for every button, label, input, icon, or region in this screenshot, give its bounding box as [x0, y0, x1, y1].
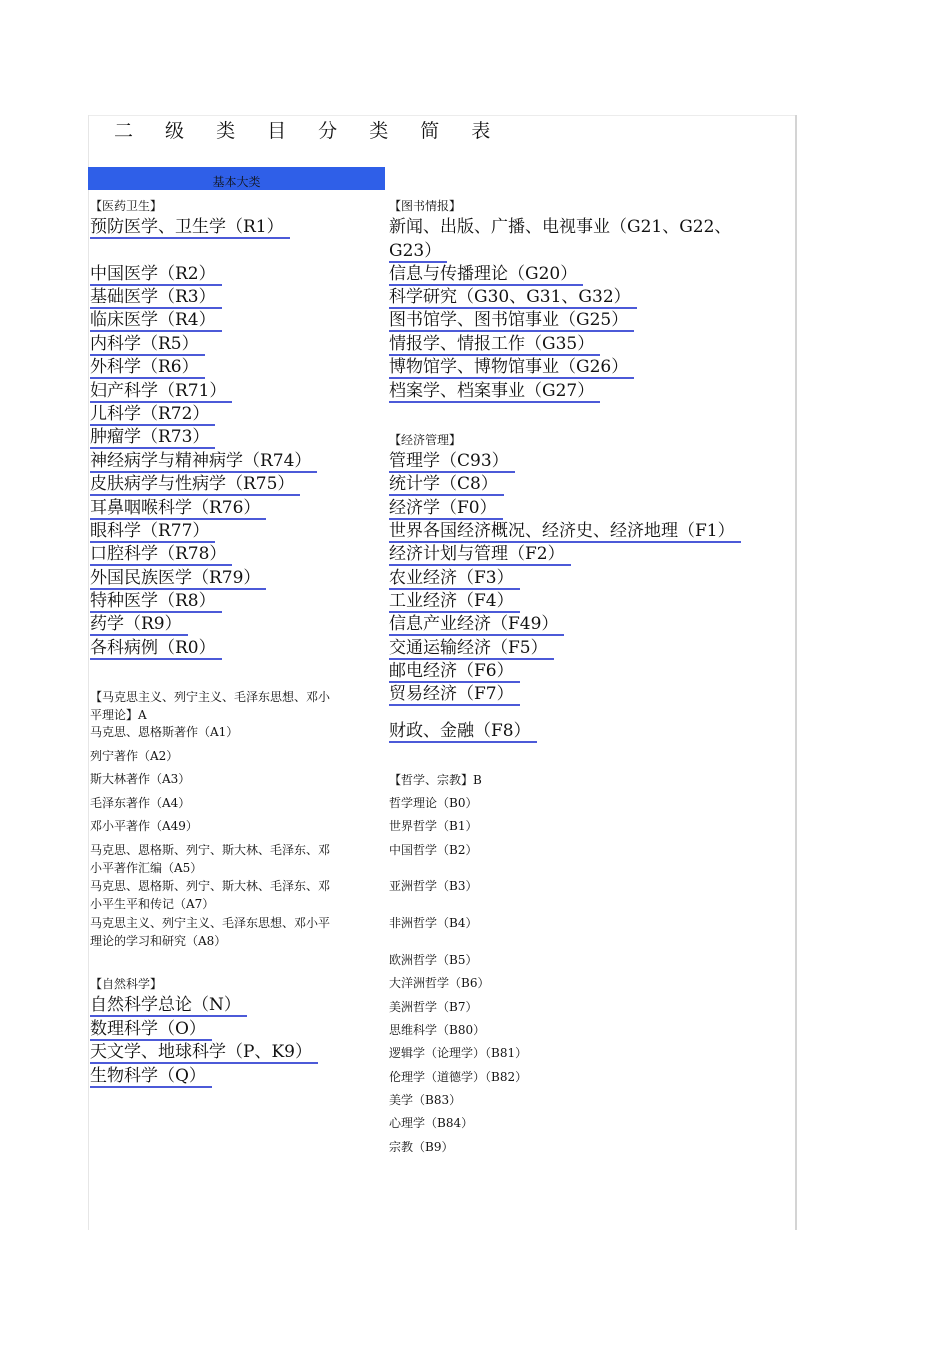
- library-link[interactable]: 信息与传播理论（G20）: [389, 264, 583, 286]
- library-link-news-publishing[interactable]: 新闻、出版、广播、电视事业（G21、G22、: [389, 217, 732, 237]
- medicine-link[interactable]: 眼科学（R77）: [90, 521, 215, 543]
- marxism-long-item-cont: 小平著作汇编（A5）: [90, 861, 203, 875]
- library-heading: 【图书情报】: [389, 199, 462, 213]
- library-link[interactable]: 博物馆学、博物馆事业（G26）: [389, 357, 634, 379]
- economics-link[interactable]: 农业经济（F3）: [389, 568, 520, 590]
- natural-science-heading: 【自然科学】: [90, 977, 163, 991]
- medicine-heading: 【医药卫生】: [90, 199, 163, 213]
- philosophy-item: 欧洲哲学（B5）: [389, 953, 478, 967]
- medicine-link[interactable]: 内科学（R5）: [90, 334, 205, 356]
- marxism-heading: 【马克思主义、列宁主义、毛泽东思想、邓小: [90, 690, 331, 704]
- frame-left-border: [88, 115, 89, 1230]
- library-link[interactable]: 科学研究（G30、G31、G32）: [389, 287, 637, 309]
- economics-link[interactable]: 财政、金融（F8）: [389, 721, 537, 743]
- marxism-item: 马克思、恩格斯著作（A1）: [90, 725, 239, 739]
- medicine-link[interactable]: 肿瘤学（R73）: [90, 427, 215, 449]
- economics-link[interactable]: 统计学（C8）: [389, 474, 504, 496]
- economics-link[interactable]: 工业经济（F4）: [389, 591, 520, 613]
- medicine-link[interactable]: 中国医学（R2）: [90, 264, 222, 286]
- medicine-link[interactable]: 妇产科学（R71）: [90, 381, 232, 403]
- medicine-link[interactable]: 预防医学、卫生学（R1）: [90, 217, 290, 239]
- marxism-long-item: 马克思、恩格斯、列宁、斯大林、毛泽东、邓: [90, 843, 331, 857]
- medicine-link[interactable]: 基础医学（R3）: [90, 287, 222, 309]
- marxism-long-item: 马克思主义、列宁主义、毛泽东思想、邓小平: [90, 916, 331, 930]
- marxism-heading-cont: 平理论】A: [90, 708, 147, 722]
- economics-link[interactable]: 世界各国经济概况、经济史、经济地理（F1）: [389, 521, 741, 543]
- marxism-item: 列宁著作（A2）: [90, 749, 179, 763]
- medicine-link[interactable]: 外科学（R6）: [90, 357, 205, 379]
- economics-link[interactable]: 经济学（F0）: [389, 498, 503, 520]
- medicine-link[interactable]: 外国民族医学（R79）: [90, 568, 266, 590]
- economics-link[interactable]: 管理学（C93）: [389, 451, 515, 473]
- marxism-long-item: 马克思、恩格斯、列宁、斯大林、毛泽东、邓: [90, 879, 331, 893]
- economics-heading: 【经济管理】: [389, 433, 462, 447]
- medicine-link[interactable]: 皮肤病学与性病学（R75）: [90, 474, 300, 496]
- natural-science-link[interactable]: 自然科学总论（N）: [90, 995, 247, 1017]
- philosophy-item: 逻辑学（论理学）（B81）: [389, 1046, 528, 1060]
- medicine-link[interactable]: 神经病学与精神病学（R74）: [90, 451, 317, 473]
- medicine-link[interactable]: 各科病例（R0）: [90, 638, 222, 660]
- philosophy-item: 心理学（B84）: [389, 1116, 474, 1130]
- medicine-link[interactable]: 口腔科学（R78）: [90, 544, 232, 566]
- marxism-item: 邓小平著作（A49）: [90, 819, 198, 833]
- medicine-link[interactable]: 特种医学（R8）: [90, 591, 222, 613]
- philosophy-item: 非洲哲学（B4）: [389, 916, 478, 930]
- philosophy-heading: 【哲学、宗教】B: [389, 773, 482, 787]
- frame-right-border: [795, 115, 797, 1230]
- philosophy-item: 宗教（B9）: [389, 1140, 454, 1154]
- philosophy-item: 美学（B83）: [389, 1093, 462, 1107]
- philosophy-item: 思维科学（B80）: [389, 1023, 486, 1037]
- philosophy-item: 中国哲学（B2）: [389, 843, 478, 857]
- medicine-link[interactable]: 临床医学（R4）: [90, 310, 222, 332]
- philosophy-item: 世界哲学（B1）: [389, 819, 478, 833]
- philosophy-item: 大洋洲哲学（B6）: [389, 976, 490, 990]
- philosophy-item: 美洲哲学（B7）: [389, 1000, 478, 1014]
- philosophy-item: 哲学理论（B0）: [389, 796, 478, 810]
- marxism-long-item-cont: 理论的学习和研究（A8）: [90, 934, 227, 948]
- economics-link[interactable]: 经济计划与管理（F2）: [389, 544, 571, 566]
- economics-link[interactable]: 邮电经济（F6）: [389, 661, 520, 683]
- economics-link[interactable]: 信息产业经济（F49）: [389, 614, 564, 636]
- medicine-link[interactable]: 儿科学（R72）: [90, 404, 215, 426]
- natural-science-link[interactable]: 数理科学（O）: [90, 1019, 212, 1041]
- library-link[interactable]: 图书馆学、图书馆事业（G25）: [389, 310, 634, 332]
- marxism-item: 毛泽东著作（A4）: [90, 796, 191, 810]
- marxism-item: 斯大林著作（A3）: [90, 772, 191, 786]
- page-title: 二 级 类 目 分 类 简 表: [114, 120, 504, 142]
- library-link[interactable]: 档案学、档案事业（G27）: [389, 381, 600, 403]
- natural-science-link[interactable]: 天文学、地球科学（P、K9）: [90, 1042, 318, 1064]
- economics-link[interactable]: 贸易经济（F7）: [389, 684, 520, 706]
- category-header-cell: 基本大类: [88, 167, 385, 190]
- marxism-long-item-cont: 小平生平和传记（A7）: [90, 897, 215, 911]
- philosophy-item: 亚洲哲学（B3）: [389, 879, 478, 893]
- library-link-news-publishing-cont[interactable]: G23）: [389, 241, 447, 263]
- library-link[interactable]: 情报学、情报工作（G35）: [389, 334, 600, 356]
- economics-link[interactable]: 交通运输经济（F5）: [389, 638, 554, 660]
- philosophy-item: 伦理学（道德学）（B82）: [389, 1070, 528, 1084]
- medicine-link[interactable]: 药学（R9）: [90, 614, 188, 636]
- medicine-link[interactable]: 耳鼻咽喉科学（R76）: [90, 498, 266, 520]
- natural-science-link[interactable]: 生物科学（Q）: [90, 1066, 212, 1088]
